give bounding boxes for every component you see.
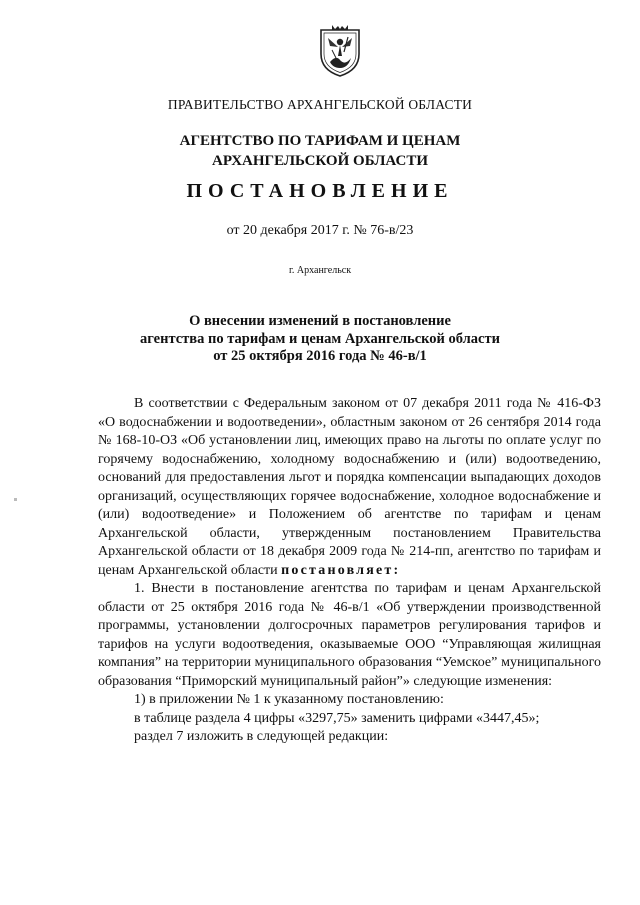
change-1: в таблице раздела 4 цифры «3297,75» заменить цифрами «3447,45»; [134, 710, 540, 726]
subitem-1: 1) в приложении № 1 к указанному постановлению: [134, 692, 444, 707]
document-subject [0, 313, 640, 366]
arkhangelsk-coat-of-arms-icon [318, 24, 362, 78]
resolves-word: постановляет: [281, 562, 401, 578]
change-2: раздел 7 изложить в следующей редакции: [134, 729, 389, 744]
document-type: ПОСТАНОВЛЕНИЕ [186, 180, 454, 202]
agency-title-line2: АРХАНГЕЛЬСКОЙ ОБЛАСТИ [212, 153, 428, 169]
document-body [98, 395, 601, 747]
agency-title [0, 131, 640, 171]
agency-title-line1: АГЕНТСТВО ПО ТАРИФАМ И ЦЕНАМ [179, 133, 461, 149]
subject-line2: агентства по тарифам и ценам Архангельской области [140, 330, 500, 347]
preamble-paragraph [98, 395, 601, 580]
subject-line3: от 25 октября 2016 года № 46-в/1 [213, 348, 427, 364]
preamble-text: В соответствии с Федеральным законом от 07 декабря 2011 года № 416-ФЗ «О водоснабжении и водоотведении», областным законом от 26 сентября 2014 года № 168-10-ОЗ «Об установлении лиц, имеющих право на льготы по оплате услуг по горячему водоснабжению, холодному водоснабжению и (или) водоотведению, оснований для предоставления льгот и порядка компенсации выпадающих доходов организаций, осуществляющих горячее водоснабжение, холодное водоснабжение и (или) водоотведение» и Положением об агентстве по тарифам и ценам Архангельской области, утвержденным постановлением Правительства Архангельской области от 18 декабря 2009 года № 214-пп, агентство по тарифам и ценам Архангельской области [98, 396, 601, 578]
item-1-paragraph: 1. Внести в постановление агентства по тарифам и ценам Архангельской области от 25 октября 2016 года № 46-в/1 «Об утверждении производственной программы, установлении долгосрочных параметров регулирования тарифов и тарифов на услуги водоотведения, оказываемые ООО “Управляющая жилищная компания” на территории муниципального образования “Уемское” муниципального образования “Приморский муниципальный район”» следующие изменения: [98, 581, 601, 689]
scan-mark [14, 498, 17, 501]
document-dateline: от 20 декабря 2017 г. № 76-в/23 [226, 223, 414, 238]
subject-line1: О внесении изменений в постановление [189, 313, 451, 329]
city-name: г. Архангельск [288, 265, 352, 276]
government-title: ПРАВИТЕЛЬСТВО АРХАНГЕЛЬСКОЙ ОБЛАСТИ [167, 97, 473, 112]
